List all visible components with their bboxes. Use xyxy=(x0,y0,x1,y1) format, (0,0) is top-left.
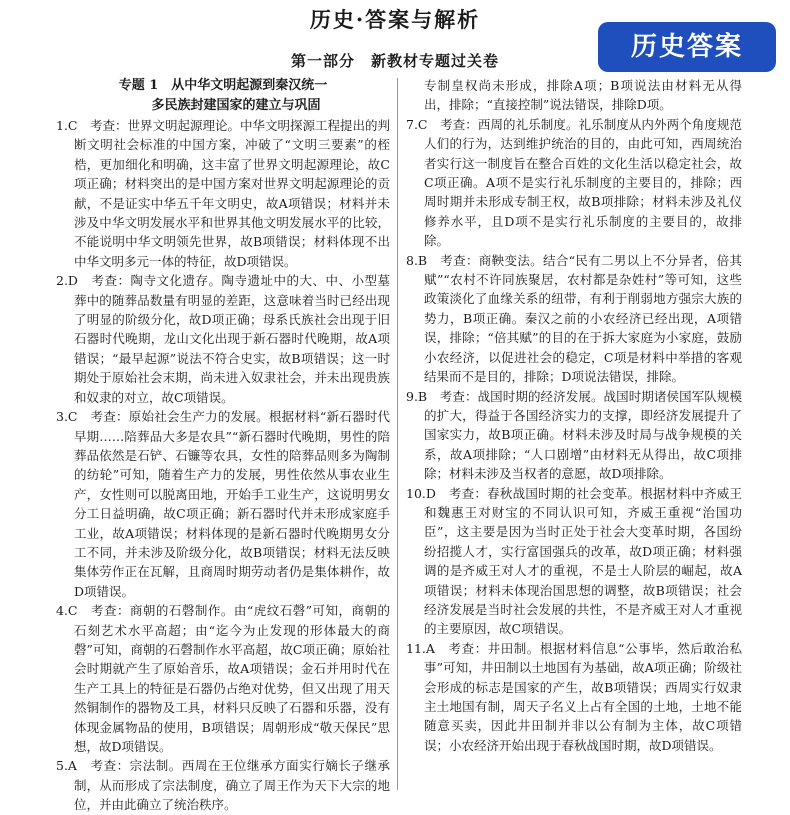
answer-item-6-continued: 专制皇权尚未形成，排除A项；B项说法由材料无从得出，排除；“直接控制”说法错误，排除D项。 xyxy=(424,78,742,113)
answer-item-5: 5.A 考查：宗法制。西周在王位继承方面实行嫡长子继承制，从而形成了宗法制度，确立了周王作为天下大宗的地位，并由此确立了统治秩序。 xyxy=(56,758,390,813)
answer-item-3: 3.C 考查：原始社会生产力的发展。根据材料“新石器时代早期……陪葬品大多是农具”“新石器时代晚期，男性的陪葬品依然是石铲、石镰等农具，女性的陪葬品则多为陶制的纺轮”可知，随着生产力的发展，男性依然从事农业生产，女性则可以脱离田地，开始手工业生产，这说明男女分工日益明确，故C项正确；新石器时代并未形成家庭手工业，故A项错误；材料体现的是新石器时代晚期男女分工不同，并未涉及阶级分化，故B项错误；材料无法反映集体劳作正在瓦解，且商周时期劳动者仍是集体耕作，故D项错误。 xyxy=(56,409,390,599)
answer-item-7: 7.C 考查：西周的礼乐制度。礼乐制度从内外两个角度规范人们的行为，达到维护统治的目的，由此可知，西周统治者实行这一制度旨在整合百姓的文化生活以稳定社会，故C项正确。A项不是实行礼乐制度的主要目的，排除；西周时期并未形成专制王权，故B项排除；材料未涉及礼仪修养水平，且D项不是实行礼乐制度的主要目的，故排除。 xyxy=(406,116,742,249)
answer-item-8: 8.B 考查：商鞅变法。结合“民有二男以上不分异者，倍其赋”“农村不许同族聚居，农村都是杂姓村”等可知，这些政策淡化了血缘关系的纽带，有利于削弱地方强宗大族的势力，B项正确。秦汉之前的小农经济已经出现，A项错误，排除；“倍其赋”的目的在于拆大家庭为小家庭，鼓励小农经济，以促进社会的稳定，C项是材料中举措的客观结果而不是目的，排除；D项说法错误，排除。 xyxy=(406,252,742,385)
answer-item-4: 4.C 考查：商朝的石磬制作。由“虎纹石磬”可知，商朝的石刻艺术水平高超；由“迄今为止发现的形体最大的商磬”可知，商朝的石磬制作水平高超，故C项正确；原始社会时期就产生了原始音乐，故A项错误；金石并用时代在生产工具上的特征是石器仍占绝对优势，但又出现了用天然铜制作的器物及工具，材料只反映了石器和乐器，没有体现金属物品的使用，B项错误；周朝形成“敬天保民”思想，故D项错误。 xyxy=(56,603,390,754)
topic-title-line2: 多民族封建国家的建立与巩固 xyxy=(151,98,321,113)
subject-badge: 历史答案 xyxy=(598,22,776,72)
right-column xyxy=(406,76,742,790)
answer-item-10: 10.D 考查：春秋战国时期的社会变革。根据材料中齐威王和魏惠王对财宝的不同认识可知，齐威王重视“治国功臣”，这主要是因为当时正处于社会大变革时期，各国纷纷招揽人才，实行富国强兵的改革，故D项正确；材料强调的是齐威王对人才的重视，不是士人阶层的崛起，故A项错误；材料未体现治国思想的调整，故B项错误；社会经济发展是当时社会发展的共性，不是齐威王对人才重视的主要原因，故C项错误。 xyxy=(406,485,742,637)
left-column xyxy=(56,76,390,813)
answer-item-11: 11.A 考查：井田制。根据材料信息“公事毕，然后敢治私事”可知，井田制以土地国有为基础，故A项正确；阶级社会形成的标志是国家的产生，故B项错误；西周实行奴隶主土地国有制，周天子名义上占有全国的土地，土地不能随意买卖，因此井田制并非以公有制为主体，故C项错误；小农经济开始出现于春秋战国时期，故D项错误。 xyxy=(406,640,742,753)
part-title: 第一部分 新教材专题过关卷 xyxy=(290,52,499,70)
topic-title-line1: 专题 1 从中华文明起源到秦汉统一 xyxy=(118,78,328,93)
column-divider xyxy=(397,78,398,790)
answer-item-9: 9.B 考查：战国时期的经济发展。战国时期诸侯国军队规模的扩大，得益于各国经济实力的支撑，即经济发展提升了国家实力，故B项正确。材料未涉及时局与战争规模的关系，故A项排除；“人口剧增”由材料无从得出，故C项排除；材料未涉及当权者的意愿，故D项排除。 xyxy=(406,388,742,482)
answer-item-2: 2.D 考查：陶寺文化遗存。陶寺遗址中的大、中、小型墓葬中的随葬品数量有明显的差距，这意味着当时已经出现了明显的阶级分化，故D项正确；母系氏族社会出现于旧石器时代晚期，龙山文化出现于新石器时代晚期，故A项错误；“最早起源”说法不符合史实，故B项错误；这一时期处于原始社会末期，尚未进入奴隶社会，并未出现贵族和奴隶的对立，故C项错误。 xyxy=(56,273,390,405)
page-title: 历史·答案与解析 xyxy=(309,7,481,32)
answer-item-1: 1.C 考查：世界文明起源理论。中华文明探源工程提出的判断文明社会标准的中国方案，冲破了“文明三要素”的桎梏，更加细化和明确，这丰富了世界文明起源理论，故C项正确；材料突出的是中国方案对世界文明起源理论的贡献，不是证实中华五千年文明史，故A项错误；材料并未涉及中华文明发展水平和世界其他文明发展水平的比较，不能说明中华文明领先世界，故B项错误；材料体现不出中华文明多元一体的特征，故D项错误。 xyxy=(56,118,390,269)
